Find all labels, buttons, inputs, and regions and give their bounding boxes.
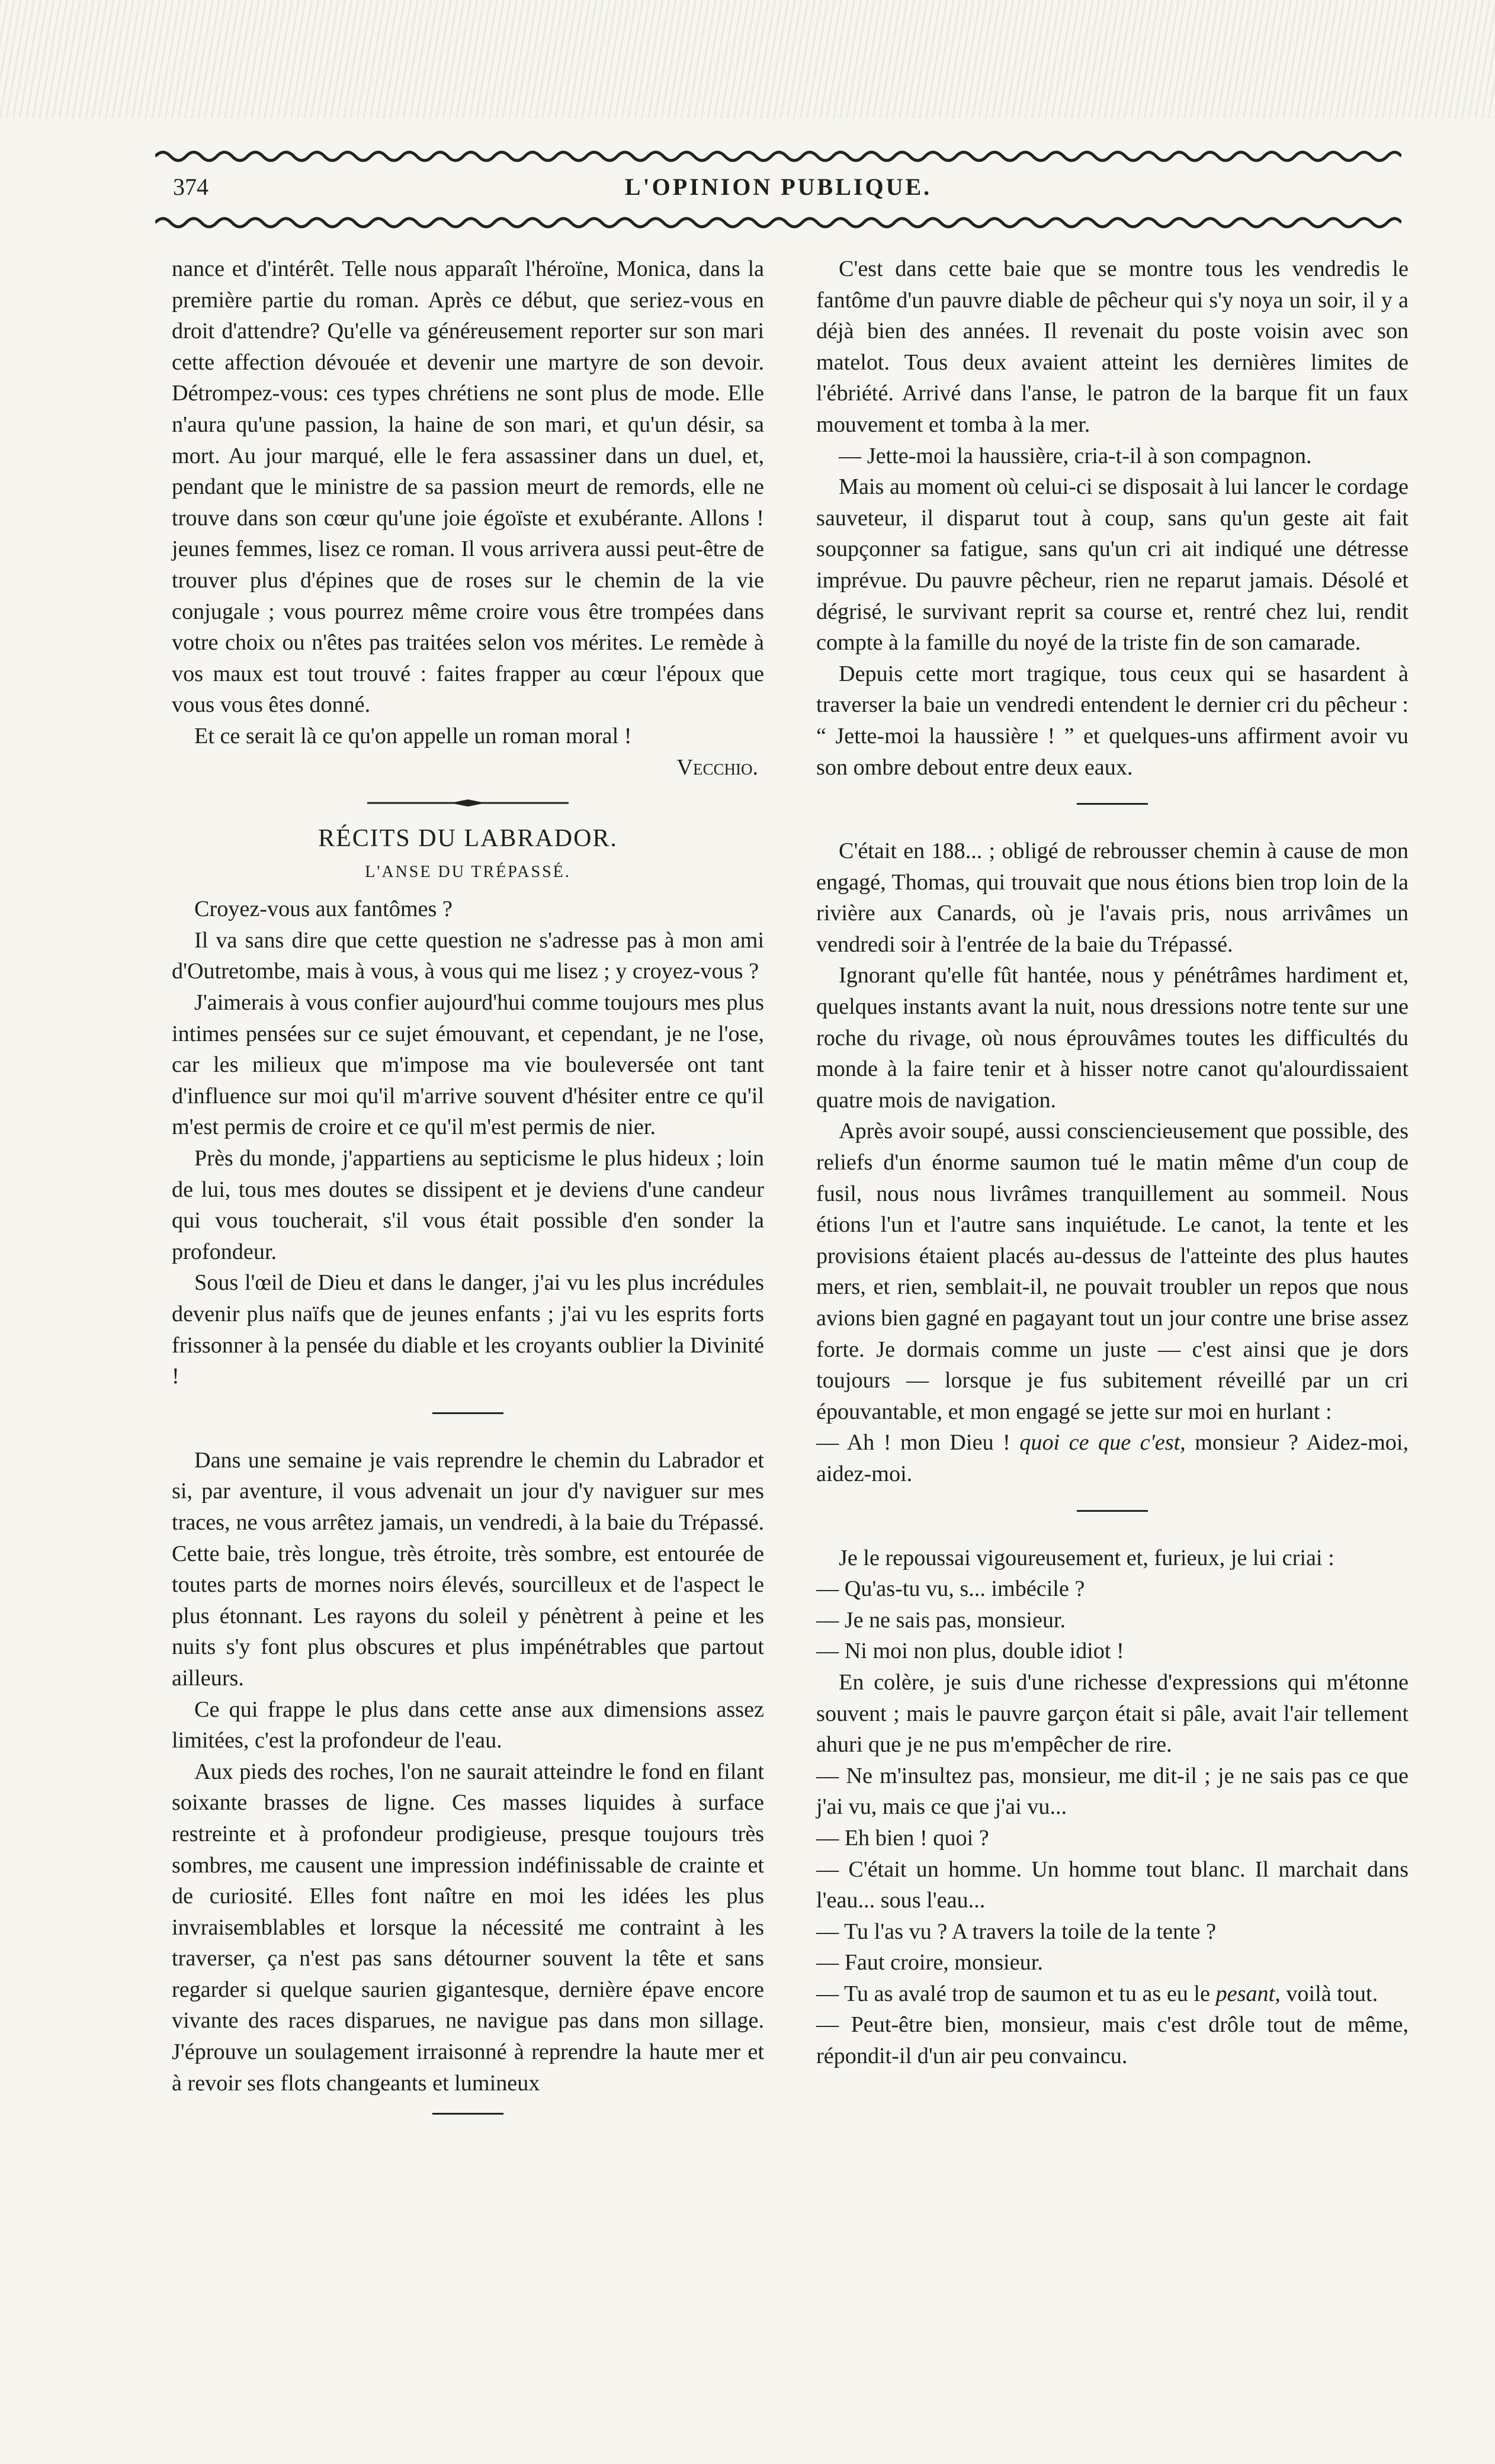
dialogue-line: — Ni moi non plus, double idiot ! xyxy=(816,1639,1124,1664)
dialogue-line: — Je ne sais pas, monsieur. xyxy=(816,1607,1066,1633)
short-divider xyxy=(1077,803,1148,805)
story-paragraph: Ignorant qu'elle fût hantée, nous y pénétrâmes hardiment et, quelques instants avant la nuit, nous dressions notre tente sur une roche du rivage, où nous éprouvâmes toutes les difficultés du monde à la faire tenir et à hisser notre canot qu'alourdissaient quatre mois de navigation. xyxy=(816,963,1409,1113)
left-column xyxy=(172,253,764,2145)
page-number: 374 xyxy=(173,174,208,200)
story-paragraph: Aux pieds des roches, l'on ne saurait atteindre le fond en filant soixante brasses de ligne. Ces masses liquides à surface restreinte et à profondeur prodigieuse, presque toujours très sombres, me causent une impression indéfinissable de crainte et de curiosité. Elles font naître en moi les idées les plus invraisemblables et lorsque la nécessité me contraint à les traverser, ça n'est pas sans détourner souvent la tête et sans regarder si quelque saurien gigantesque, dernière épave encore vivante des races disparues, ne navigue pas dans mon sillage. J'éprouve un soulagement irraisonné à reprendre la haute mer et à revoir ses flots changeants et lumineux xyxy=(172,1759,764,2096)
dialogue-line xyxy=(816,1978,1409,2010)
story-paragraph: Je le repoussai vigoureusement et, furieux, je lui criai : xyxy=(839,1545,1334,1570)
story-paragraph: Mais au moment où celui-ci se disposait à lui lancer le cordage sauveteur, il disparut tout à coup, sans qu'un geste ait fait soupçonner sa fatigue, sans qu'un cri ait indiqué une détresse imprévue. Du pauvre pêcheur, rien ne reparut jamais. Désolé et dégrisé, le survivant reprit sa course et, rentré chez lui, rendit compte à la famille du noyé de la triste fin de son camarade. xyxy=(816,474,1409,656)
section-title: RÉCITS DU LABRADOR. xyxy=(318,825,618,853)
story-paragraph: Sous l'œil de Dieu et dans le danger, j'ai vu les plus incrédules devenir plus naïfs que de jeunes enfants ; j'ai vu les esprits forts frissonner à la pensée du diable et les croyants oublier la Divinité ! xyxy=(172,1270,764,1389)
pesant-italic: pesant, xyxy=(1215,1981,1281,2006)
review-ending-paragraph: nance et d'intérêt. Telle nous apparaît l'héroïne, Monica, dans la première partie du roman. Après ce début, que seriez-vous en droit d'attendre? Qu'elle va généreusement reporter sur son mari cette affection dévouée et devenir une martyre de son devoir. Détrompez-vous: ces types chrétiens ne sont plus de mode. Elle n'aura qu'une passion, la haine de son mari, et qu'un désir, sa mort. Au jour marqué, elle le fera assassiner dans un duel, et, pendant que le ministre de sa passion meurt de remords, elle ne trouve dans son cœur qu'une joie égoïste et exubérante. Allons ! jeunes femmes, lisez ce roman. Il vous arrivera aussi peut-être de trouver plus d'épines que de roses sur le chemin de la vie conjugale ; vous pourrez même croire vous être trompées dans votre choix ou n'êtes pas traitées selon vos mérites. Le remède à vos maux est tout trouvé : faites frapper au cœur l'époux que vous vous êtes donné. xyxy=(172,256,764,718)
story-paragraph: C'était en 188... ; obligé de rebrousser chemin à cause de mon engagé, Thomas, qui trouvait que nous étions bien trop loin de la rivière aux Canards, où je l'avais pris, nous arrivâmes un vendredi soir à l'entrée de la baie du Trépassé. xyxy=(816,839,1409,957)
cry-italic: quoi ce que c'est, xyxy=(1019,1430,1186,1456)
short-divider xyxy=(432,2113,503,2115)
right-column xyxy=(816,253,1409,2072)
story-paragraph: Depuis cette mort tragique, tous ceux qui se hasardent à traverser la baie un vendredi entendent le dernier cri du pêcheur : “ Jette-moi la haussière ! ” et quelques-uns affirment avoir vu son ombre debout entre deux eaux. xyxy=(816,661,1409,780)
short-divider xyxy=(1077,1510,1148,1512)
dialogue-line xyxy=(816,1427,1409,1489)
story-paragraph: Après avoir soupé, aussi consciencieusement que possible, des reliefs d'un énorme saumon tué le matin même d'un coup de fusil, nous nous livrâmes tranquillement au sommeil. Nous étions l'un et l'autre sans inquiétude. Le canot, la tente et les provisions étaient placés au-dessus de l'atteinte des plus hautes mers, et rien, semblait-il, ne pouvait troubler un repos que nous avions bien gagné en pagayant tout un jour contre une brise assez forte. Je dormais comme un juste — c'est ainsi que je dors toujours — lorsque je fus subitement réveillé par un cri épouvantable, et mon engagé se jette sur moi en hurlant : xyxy=(816,1119,1409,1424)
pesant-tail: voilà tout. xyxy=(1286,1981,1378,2006)
story-paragraph: Près du monde, j'appartiens au septicisme le plus hideux ; loin de lui, tous mes doutes se dissipent et je deviens d'une candeur qui vous toucherait, s'il vous était possible d'en sonder la profondeur. xyxy=(172,1146,764,1264)
short-divider xyxy=(432,1412,503,1414)
top-wavy-rule xyxy=(155,148,1401,165)
author-signature: Vecchio. xyxy=(676,754,758,780)
story-paragraph: J'aimerais à vous confier aujourd'hui comme toujours mes plus intimes pensées sur ce sujet émouvant, et cependant, je ne l'ose, car les milieux que m'impose ma vie bouleversée ont tant d'influence sur moi qu'il m'arrive souvent d'hésiter entre ce qu'il m'est permis de croire et ce qu'il m'est permis de nier. xyxy=(172,990,764,1140)
story-paragraph: Dans une semaine je vais reprendre le chemin du Labrador et si, par aventure, il vous advenait un jour d'y naviguer sur mes traces, ne vous arrêtez jamais, un vendredi, à la baie du Trépassé. Cette baie, très longue, très étroite, très sombre, est entourée de toutes parts de mornes noirs élevés, sourcilleux et de l'aspect le plus étonnant. Les rayons du soleil y pénètrent à peine et les nuits s'y font plus obscures et plus impénétrables que partout ailleurs. xyxy=(172,1447,764,1691)
section-subtitle: L'ANSE DU TRÉPASSÉ. xyxy=(365,862,571,881)
story-paragraph: Il va sans dire que cette question ne s'adresse pas à mon ami d'Outretombe, mais à vous, à vous qui me lisez ; y croyez-vous ? xyxy=(172,927,764,984)
header-wavy-rule xyxy=(155,214,1401,231)
story-paragraph: Ce qui frappe le plus dans cette anse aux dimensions assez limitées, c'est la profondeur de l'eau. xyxy=(172,1697,764,1753)
dialogue-line: — Jette-moi la haussière, cria-t-il à son compagnon. xyxy=(839,443,1312,468)
story-paragraph: En colère, je suis d'une richesse d'expressions qui m'étonne souvent ; mais le pauvre garçon était si pâle, avait l'air tellement ahuri que je ne pus m'empêcher de rire. xyxy=(816,1669,1409,1758)
story-paragraph: Croyez-vous aux fantômes ? xyxy=(194,897,453,922)
dialogue-line: — C'était un homme. Un homme tout blanc. Il marchait dans l'eau... sous l'eau... xyxy=(816,1856,1409,1913)
moral-paragraph: Et ce serait là ce qu'on appelle un roman moral ! xyxy=(194,723,632,748)
dialogue-line: — Qu'as-tu vu, s... imbécile ? xyxy=(816,1576,1085,1602)
dialogue-line: — Tu l'as vu ? A travers la toile de la tente ? xyxy=(816,1919,1217,1944)
dialogue-line: — Faut croire, monsieur. xyxy=(816,1950,1043,1975)
journal-title: L'OPINION PUBLIQUE. xyxy=(624,174,932,200)
dialogue-line: — Ne m'insultez pas, monsieur, me dit-il ; je ne sais pas ce que j'ai vu, mais ce que j'ai vu... xyxy=(816,1763,1409,1820)
ornamental-divider xyxy=(367,798,569,808)
page-header xyxy=(155,173,1401,214)
dialogue-line: — Eh bien ! quoi ? xyxy=(816,1825,989,1851)
story-paragraph: C'est dans cette baie que se montre tous les vendredis le fantôme d'un pauvre diable de pêcheur qui s'y noya un soir, il y a déjà bien des années. Il revenait du poste voisin avec son matelot. Tous deux avaient atteint les dernières limites de l'ébriété. Arrivé dans l'anse, le patron de la barque fit un faux mouvement et tomba à la mer. xyxy=(816,256,1409,437)
page-scan-edge xyxy=(0,0,1495,118)
cry-lead: — Ah ! mon Dieu ! xyxy=(816,1430,1010,1456)
cry-tail: monsieur ? Aidez-moi, aidez-moi. xyxy=(816,1430,1409,1486)
pesant-lead: — Tu as avalé trop de saumon et tu as eu le xyxy=(816,1981,1210,2006)
dialogue-line: — Peut-être bien, monsieur, mais c'est drôle tout de même, répondit-il d'un air peu convaincu. xyxy=(816,2012,1409,2069)
